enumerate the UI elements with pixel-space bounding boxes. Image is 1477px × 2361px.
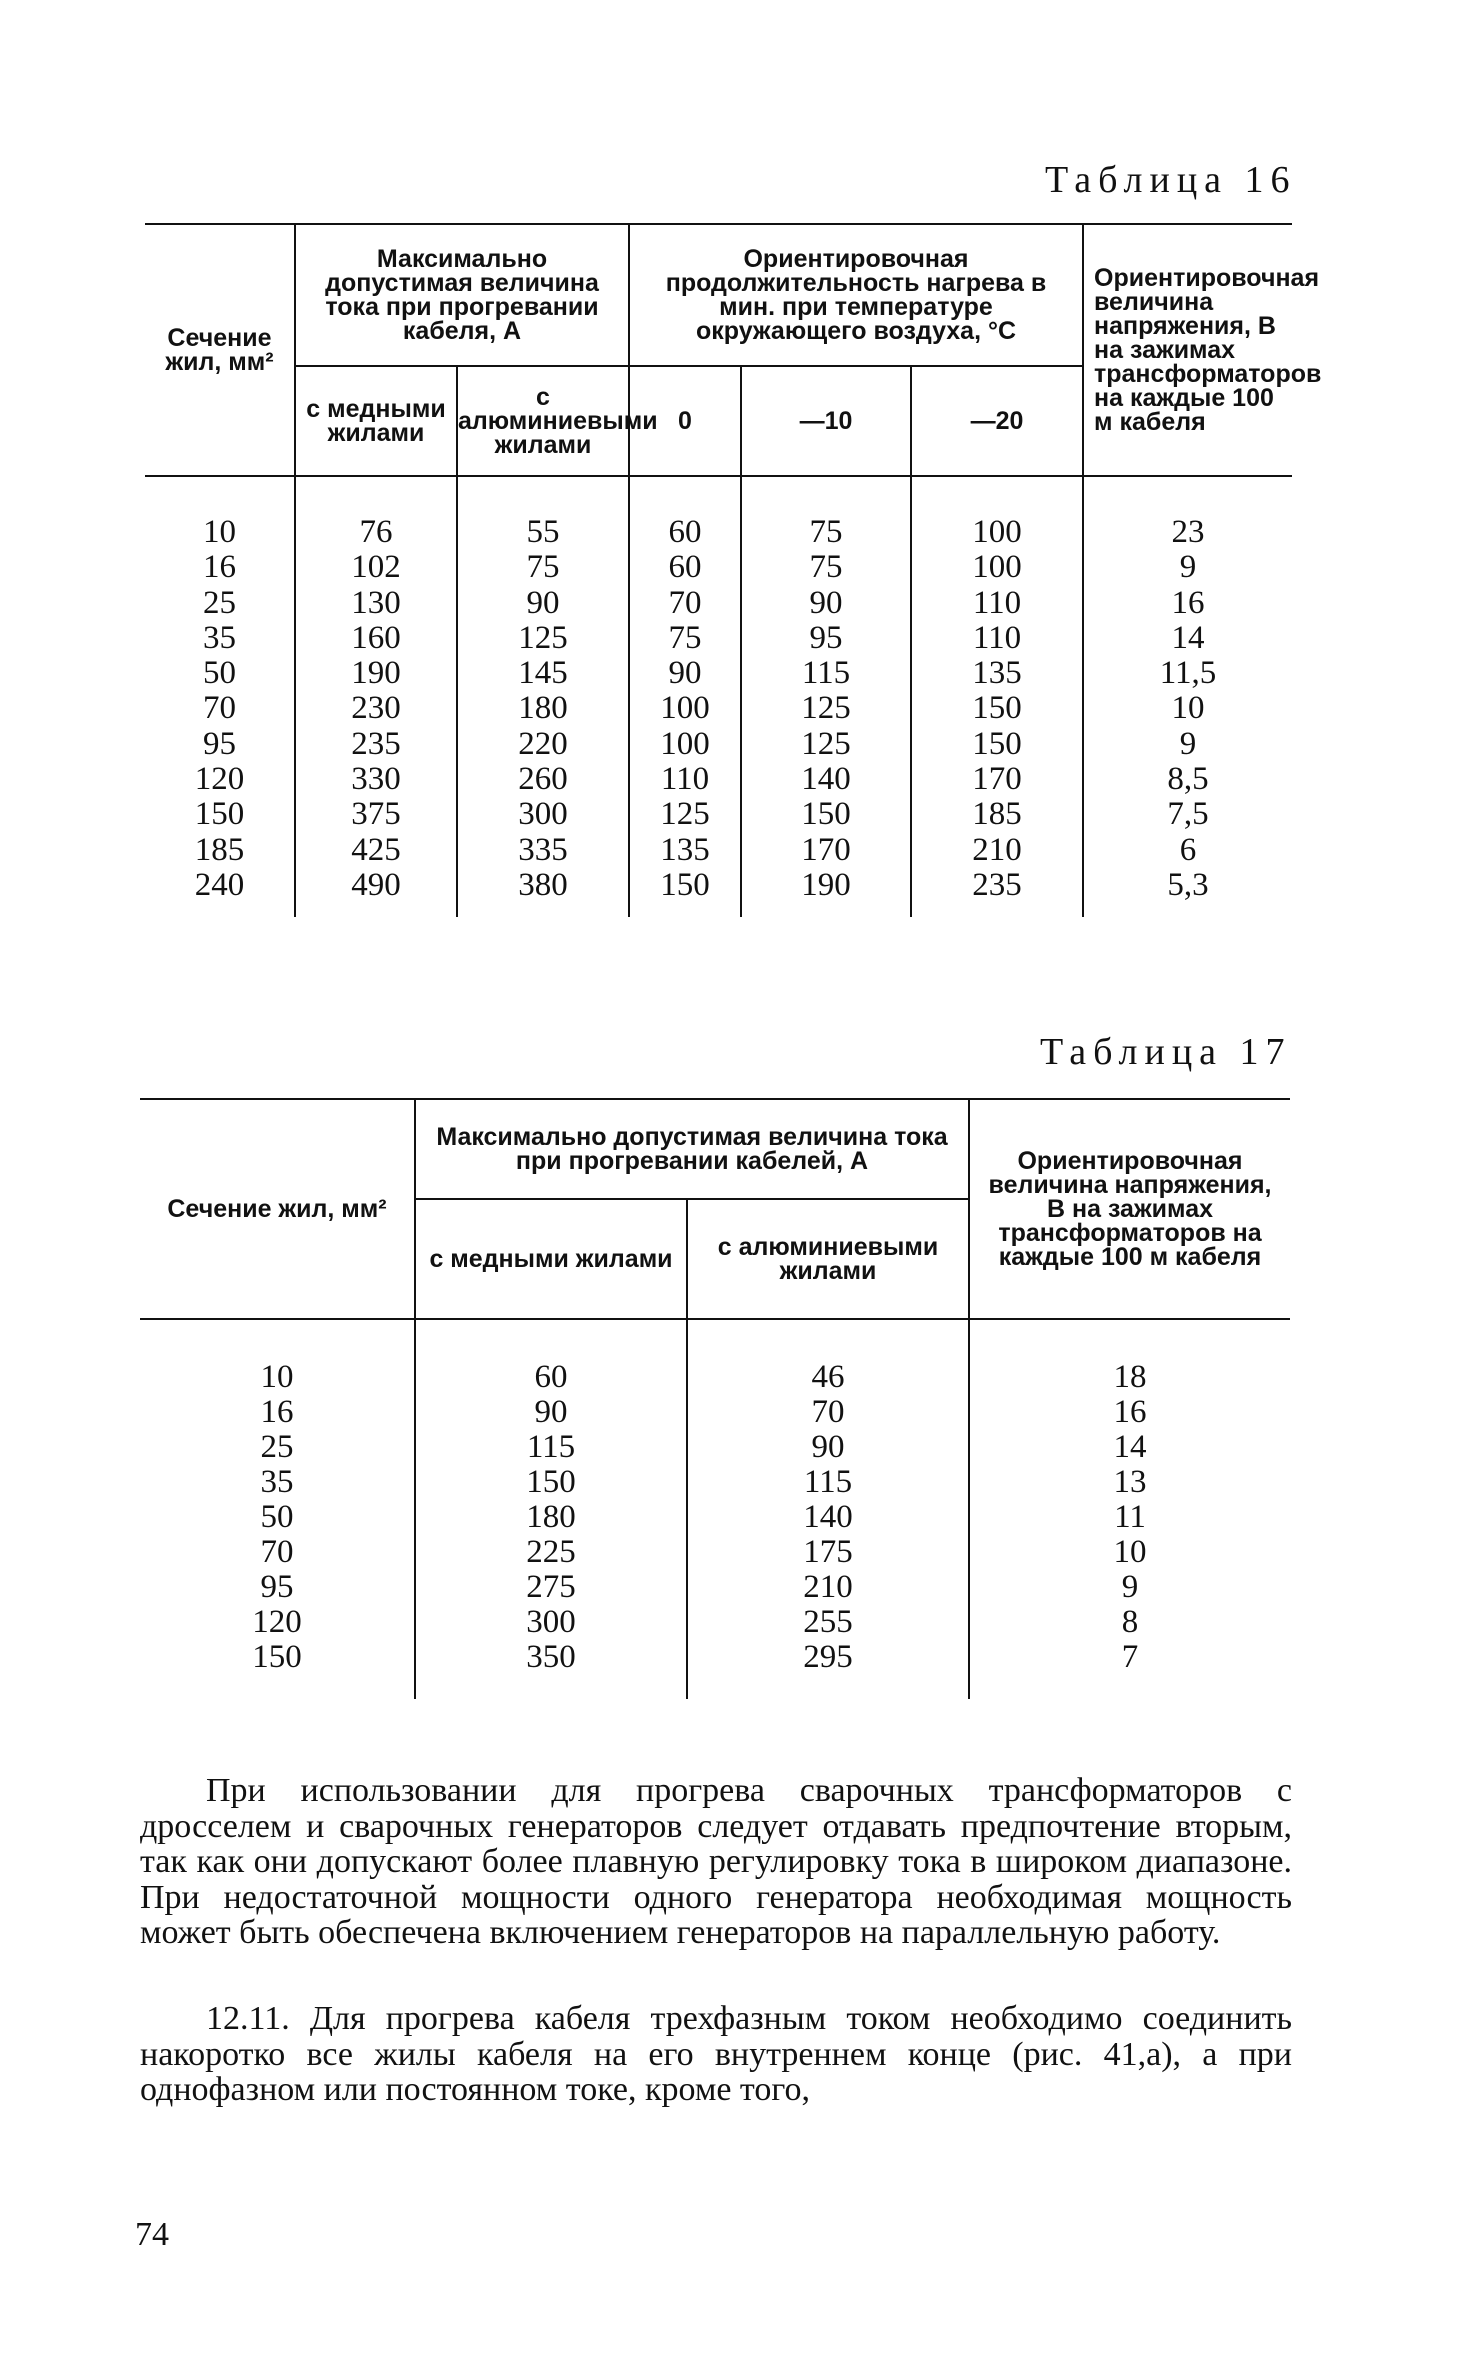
table-cell: 490 [295, 868, 457, 917]
table-cell: 9 [969, 1570, 1290, 1605]
table-cell: 180 [415, 1500, 687, 1535]
table-cell: 10 [203, 514, 236, 550]
table-16-caption: Таблица 16 [1045, 159, 1297, 201]
table-cell: 240 [194, 866, 245, 903]
table-row [145, 868, 1292, 917]
table-cell: 140 [687, 1500, 969, 1535]
table-row [140, 1465, 1290, 1500]
table-row [145, 833, 1292, 868]
table-cell: 95 [203, 725, 236, 762]
table-cell: 125 [629, 797, 741, 832]
table-cell: 110 [629, 762, 741, 797]
table-cell: 100 [911, 476, 1083, 550]
table-17 [140, 1098, 1290, 1699]
table-cell: 300 [415, 1605, 687, 1640]
table-cell: 135 [629, 833, 741, 868]
table-cell: 75 [457, 550, 629, 585]
table-cell: 16 [1083, 586, 1292, 621]
table-cell: 35 [260, 1464, 294, 1500]
table-row [140, 1535, 1290, 1570]
table-row [140, 1605, 1290, 1640]
table-cell: 7 [969, 1640, 1290, 1699]
table-cell: 100 [629, 691, 741, 726]
table-cell: 70 [629, 586, 741, 621]
table-cell: 60 [629, 476, 741, 550]
table-cell: 10 [260, 1359, 294, 1395]
table-cell: 350 [415, 1640, 687, 1699]
table-row [145, 621, 1292, 656]
table-cell: 35 [203, 619, 236, 656]
table-cell: 75 [741, 550, 911, 585]
table-cell: 130 [295, 586, 457, 621]
header-max-current: Максимально допустимая величина тока при прогревании кабелей, А [415, 1099, 969, 1199]
header-aluminum: с алюминиевыми жилами [687, 1199, 969, 1319]
table-cell: 115 [741, 656, 911, 691]
table-cell: 210 [911, 833, 1083, 868]
table-cell: 135 [911, 656, 1083, 691]
header-section: Сечение жил, мм² [145, 224, 295, 476]
table-cell: 170 [741, 833, 911, 868]
table-cell: 125 [741, 727, 911, 762]
table-cell: 50 [260, 1499, 294, 1535]
table-cell: 70 [203, 690, 236, 727]
table-cell: 230 [295, 691, 457, 726]
table-cell: 425 [295, 833, 457, 868]
table-cell: 100 [911, 550, 1083, 585]
table-cell: 375 [295, 797, 457, 832]
table-17-body [140, 1319, 1290, 1699]
header-voltage: Ориентировочная величина напряжения, В на зажимах трансформаторов на каждые 100 м кабеля [969, 1099, 1290, 1319]
table-cell: 23 [1083, 476, 1292, 550]
table-cell: 90 [687, 1430, 969, 1465]
header-copper: с медными жилами [295, 366, 457, 476]
table-16-body [145, 476, 1292, 917]
table-cell: 125 [457, 621, 629, 656]
table-cell: 295 [687, 1640, 969, 1699]
table-cell: 90 [629, 656, 741, 691]
table-row [145, 586, 1292, 621]
table-cell: 95 [260, 1569, 294, 1605]
table-cell: 185 [194, 831, 245, 868]
table-cell: 115 [415, 1430, 687, 1465]
table-cell: 102 [295, 550, 457, 585]
table-cell: 76 [295, 476, 457, 550]
table-cell: 185 [911, 797, 1083, 832]
table-16 [145, 223, 1322, 917]
table-cell: 330 [295, 762, 457, 797]
header-temp-minus-10: —10 [741, 366, 911, 476]
table-cell: 115 [687, 1465, 969, 1500]
table-cell: 145 [457, 656, 629, 691]
table-cell: 120 [194, 761, 245, 798]
table-cell: 150 [415, 1465, 687, 1500]
table-cell: 5,3 [1083, 868, 1292, 917]
table-cell: 70 [687, 1395, 969, 1430]
table-cell: 16 [203, 549, 236, 586]
table-cell: 8 [969, 1605, 1290, 1640]
table-cell: 7,5 [1083, 797, 1292, 832]
table-cell: 110 [911, 586, 1083, 621]
table-cell: 210 [687, 1570, 969, 1605]
table-cell: 55 [457, 476, 629, 550]
table-cell: 8,5 [1083, 762, 1292, 797]
table-row [145, 727, 1292, 762]
table-cell: 225 [415, 1535, 687, 1570]
table-cell: 235 [911, 868, 1083, 917]
table-row [145, 762, 1292, 797]
table-row [140, 1500, 1290, 1535]
table-cell: 60 [415, 1319, 687, 1395]
table-cell: 150 [911, 727, 1083, 762]
header-heating-duration: Ориентировочная продолжительность нагрева в мин. при температуре окружающего воздуха, °С [629, 224, 1083, 366]
table-cell: 275 [415, 1570, 687, 1605]
table-row [145, 550, 1292, 585]
table-cell: 335 [457, 833, 629, 868]
table-cell: 150 [741, 797, 911, 832]
header-aluminum: с алюминиевыми жилами [457, 366, 629, 476]
table-cell: 150 [629, 868, 741, 917]
table-cell: 190 [741, 868, 911, 917]
table-row [140, 1570, 1290, 1605]
table-cell: 11,5 [1083, 656, 1292, 691]
header-temp-minus-20: —20 [911, 366, 1083, 476]
table-cell: 380 [457, 868, 629, 917]
table-cell: 9 [1083, 550, 1292, 585]
table-cell: 100 [629, 727, 741, 762]
table-row [145, 797, 1292, 832]
table-cell: 70 [260, 1534, 294, 1570]
paragraph-2: 12.11. Для прогрева кабеля трехфазным током необходимо соединить накоротко все жилы кабеля на его внутреннем конце (рис. 41,а), а при однофазном или постоянном токе, кроме того, [140, 2000, 1292, 2109]
header-section: Сечение жил, мм² [140, 1099, 415, 1319]
table-cell: 300 [457, 797, 629, 832]
table-row [140, 1430, 1290, 1465]
table-cell: 75 [741, 476, 911, 550]
table-cell: 13 [969, 1465, 1290, 1500]
table-cell: 6 [1083, 833, 1292, 868]
table-cell: 180 [457, 691, 629, 726]
header-copper: с медными жилами [415, 1199, 687, 1319]
table-cell: 175 [687, 1535, 969, 1570]
table-cell: 110 [911, 621, 1083, 656]
table-cell: 220 [457, 727, 629, 762]
table-cell: 260 [457, 762, 629, 797]
table-cell: 14 [1083, 621, 1292, 656]
table-cell: 18 [969, 1319, 1290, 1395]
table-cell: 16 [260, 1394, 294, 1430]
table-row [145, 476, 1292, 550]
table-cell: 150 [194, 796, 245, 833]
table-cell: 75 [629, 621, 741, 656]
table-cell: 235 [295, 727, 457, 762]
table-cell: 120 [252, 1604, 302, 1640]
table-cell: 190 [295, 656, 457, 691]
table-17-caption: Таблица 17 [1040, 1031, 1292, 1073]
table-row [140, 1395, 1290, 1430]
page-number: 74 [135, 2216, 169, 2253]
table-row [140, 1319, 1290, 1395]
table-cell: 125 [741, 691, 911, 726]
table-cell: 150 [252, 1639, 302, 1675]
table-cell: 60 [629, 550, 741, 585]
table-cell: 95 [741, 621, 911, 656]
table-cell: 25 [203, 584, 236, 621]
table-cell: 255 [687, 1605, 969, 1640]
table-cell: 90 [415, 1395, 687, 1430]
table-cell: 160 [295, 621, 457, 656]
table-cell: 140 [741, 762, 911, 797]
table-cell: 9 [1083, 727, 1292, 762]
table-cell: 150 [911, 691, 1083, 726]
table-cell: 11 [969, 1500, 1290, 1535]
header-voltage: Ориентировочная величина напряжения, В на зажимах трансформаторов на каждые 100 м кабеля [1083, 224, 1292, 476]
table-row [145, 656, 1292, 691]
header-temp-0: 0 [629, 366, 741, 476]
table-cell: 10 [969, 1535, 1290, 1570]
paragraph-1: При использовании для прогрева сварочных трансформаторов с дросселем и сварочных генераторов следует отдавать предпочтение вторым, так как они допускают более плавную регулировку тока в широком диапазоне. При недостаточной мощности одного генератора необходимая мощность может быть обеспечена включением генераторов на параллельную работу. [140, 1772, 1292, 1952]
table-cell: 16 [969, 1395, 1290, 1430]
table-cell: 46 [687, 1319, 969, 1395]
table-cell: 14 [969, 1430, 1290, 1465]
table-cell: 50 [203, 655, 236, 692]
table-cell: 10 [1083, 691, 1292, 726]
table-row [140, 1640, 1290, 1699]
table-cell: 90 [457, 586, 629, 621]
table-cell: 90 [741, 586, 911, 621]
table-cell: 25 [260, 1429, 294, 1465]
table-cell: 170 [911, 762, 1083, 797]
header-max-current: Максимально допустимая величина тока при прогревании кабеля, А [295, 224, 629, 366]
table-row [145, 691, 1292, 726]
